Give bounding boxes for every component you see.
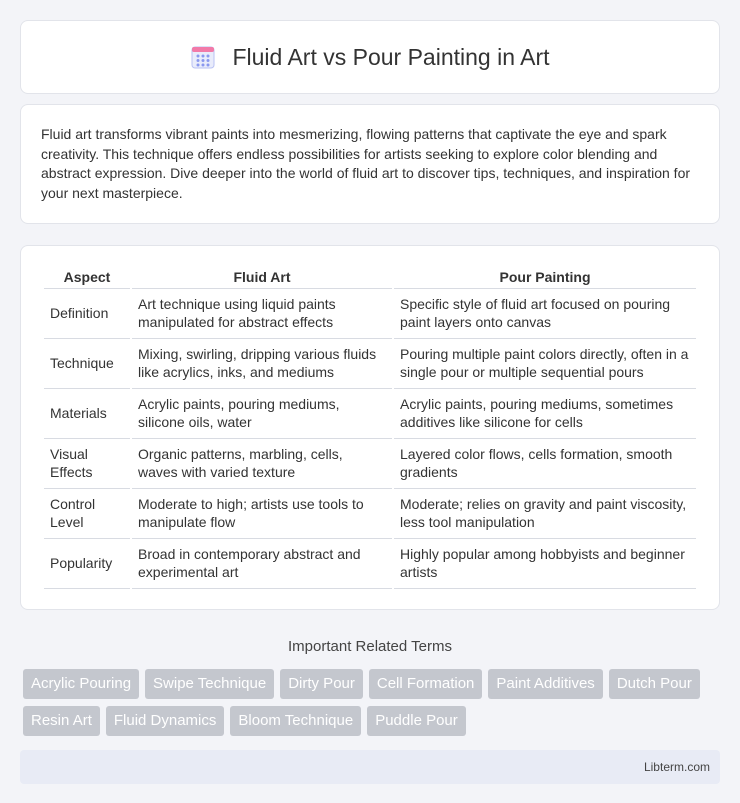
column-header-fluid-art: Fluid Art: [132, 265, 392, 289]
related-term-tag[interactable]: Fluid Dynamics: [106, 706, 225, 736]
table-row: [44, 489, 696, 539]
related-term-tag[interactable]: Paint Additives: [488, 669, 602, 699]
row-fluid-art: Acrylic paints, pouring mediums, silicone oils, water: [132, 389, 392, 439]
intro-text: Fluid art transforms vibrant paints into mesmerizing, flowing patterns that captivate the eye and spark creativity. This technique offers endless possibilities for artists seeking to explore color blending and abstract expression. Dive deeper into the world of fluid art to discover tips, techniques, and inspiration for your next masterpiece.: [41, 126, 691, 201]
column-header-pour-painting: Pour Painting: [394, 265, 696, 289]
row-aspect: Technique: [44, 339, 130, 389]
row-pour-painting: Layered color flows, cells formation, smooth gradients: [394, 439, 696, 489]
row-pour-painting: Specific style of fluid art focused on pouring paint layers onto canvas: [394, 289, 696, 339]
table-header-row: [44, 265, 696, 289]
row-aspect: Materials: [44, 389, 130, 439]
row-fluid-art: Organic patterns, marbling, cells, waves with varied texture: [132, 439, 392, 489]
page-title: Fluid Art vs Pour Painting in Art: [232, 43, 550, 70]
comparison-table-card: [20, 245, 720, 610]
related-term-tag[interactable]: Puddle Pour: [367, 706, 466, 736]
table-row: [44, 289, 696, 339]
row-aspect: Visual Effects: [44, 439, 130, 489]
row-fluid-art: Mixing, swirling, dripping various fluids like acrylics, inks, and mediums: [132, 339, 392, 389]
related-term-tag[interactable]: Bloom Technique: [230, 706, 361, 736]
footer-brand-link[interactable]: Libterm.com: [643, 760, 710, 774]
row-pour-painting: Acrylic paints, pouring mediums, sometimes additives like silicone for cells: [394, 389, 696, 439]
table-row: [44, 439, 696, 489]
row-aspect: Control Level: [44, 489, 130, 539]
related-term-tag[interactable]: Cell Formation: [369, 669, 483, 699]
row-aspect: Popularity: [44, 539, 130, 589]
related-terms-list: [20, 669, 720, 736]
header-card: [20, 20, 720, 94]
related-term-tag[interactable]: Dutch Pour: [609, 669, 700, 699]
row-fluid-art: Broad in contemporary abstract and experimental art: [132, 539, 392, 589]
footer: [20, 750, 720, 784]
table-row: [44, 339, 696, 389]
row-pour-painting: Pouring multiple paint colors directly, often in a single pour or multiple sequential pours: [394, 339, 696, 389]
column-header-aspect: Aspect: [44, 265, 130, 289]
row-fluid-art: Moderate to high; artists use tools to manipulate flow: [132, 489, 392, 539]
related-term-tag[interactable]: Acrylic Pouring: [23, 669, 139, 699]
table-row: [44, 539, 696, 589]
related-term-tag[interactable]: Dirty Pour: [280, 669, 363, 699]
row-fluid-art: Art technique using liquid paints manipulated for abstract effects: [132, 289, 392, 339]
related-term-tag[interactable]: Swipe Technique: [145, 669, 274, 699]
related-terms-title: Important Related Terms: [288, 638, 452, 655]
row-pour-painting: Highly popular among hobbyists and beginner artists: [394, 539, 696, 589]
comparison-table: [42, 265, 698, 589]
calendar-grid-icon: [190, 44, 216, 70]
related-term-tag[interactable]: Resin Art: [23, 706, 100, 736]
row-pour-painting: Moderate; relies on gravity and paint viscosity, less tool manipulation: [394, 489, 696, 539]
table-row: [44, 389, 696, 439]
intro-card: [20, 104, 720, 224]
row-aspect: Definition: [44, 289, 130, 339]
